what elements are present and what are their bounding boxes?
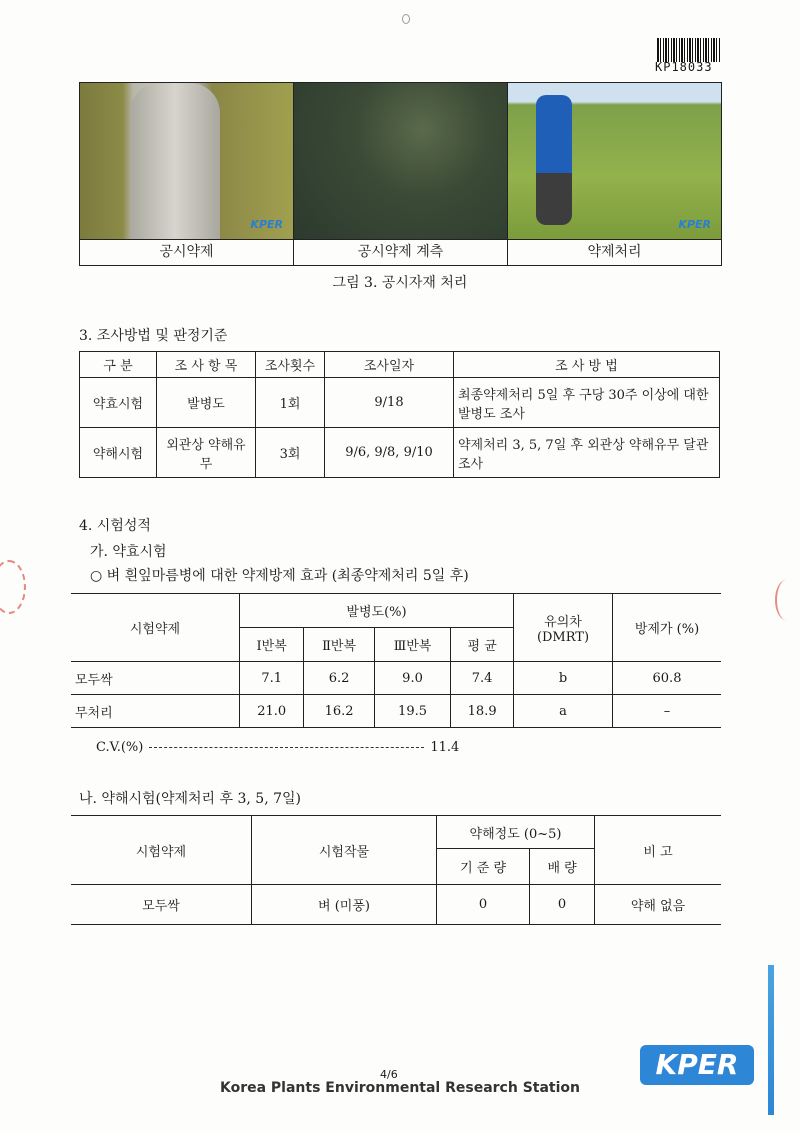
section-4-heading: 4. 시험성적: [79, 518, 151, 534]
cell: 9/6, 9/8, 9/10: [325, 428, 454, 478]
col-header: 방제가 (%): [613, 594, 722, 662]
col-header: 평 균: [451, 628, 514, 662]
cell: 9/18: [325, 378, 454, 428]
col-header: 조사일자: [325, 352, 454, 378]
cell: 7.4: [451, 662, 514, 695]
efficacy-note: ○ 벼 흰잎마름병에 대한 약제방제 효과 (최종약제처리 5일 후): [90, 568, 469, 584]
col-header: 구 분: [80, 352, 157, 378]
col-header: 시험약제: [71, 594, 240, 662]
photo-caption: 약제처리: [587, 244, 642, 260]
method-table: [79, 351, 720, 478]
col-header: 배 량: [530, 849, 595, 885]
cell: 7.1: [240, 662, 304, 695]
cell: 19.5: [374, 695, 450, 728]
cell: 1회: [256, 378, 325, 428]
photo-panel: [79, 82, 722, 266]
phytotoxicity-table: [71, 815, 721, 925]
subsection-a: 가. 약효시험: [90, 544, 167, 560]
col-header: 유의차 (DMRT): [514, 594, 613, 662]
organization-name: Korea Plants Environmental Research Station: [219, 1080, 580, 1096]
cell: 0: [437, 885, 530, 925]
kper-logo: KPER: [640, 1045, 754, 1085]
cell: 벼 (미풍): [252, 885, 437, 925]
col-header: 시험작물: [252, 816, 437, 885]
cell: 약해시험: [80, 428, 157, 478]
binding-mark: [775, 580, 797, 620]
col-header: Ⅰ반복: [240, 628, 304, 662]
cell: 외관상 약해유무: [157, 428, 256, 478]
col-header: Ⅱ반복: [304, 628, 374, 662]
col-header: 조사횟수: [256, 352, 325, 378]
cell: 최종약제처리 5일 후 구당 30주 이상에 대한 발병도 조사: [454, 378, 720, 428]
bottle-shape: [130, 83, 220, 239]
cell: 21.0: [240, 695, 304, 728]
photo-caption: 공시약제: [80, 240, 294, 265]
col-header: 조 사 항 목: [157, 352, 256, 378]
cell: 3회: [256, 428, 325, 478]
cv-value: 11.4: [430, 740, 460, 755]
photo-test-agent: [80, 83, 294, 239]
col-header: 기 준 량: [437, 849, 530, 885]
subsection-b: 나. 약해시험(약제처리 후 3, 5, 7일): [79, 791, 302, 807]
barcode: [657, 38, 720, 62]
person-spraying: [536, 95, 572, 225]
cell: 모두싹: [71, 662, 240, 695]
cell: 무처리: [71, 695, 240, 728]
binding-mark: [0, 560, 26, 614]
doc-code: KP18033: [655, 60, 713, 74]
section-3-heading: 3. 조사방법 및 판정기준: [79, 328, 228, 344]
cv-row: [96, 740, 459, 755]
cv-label: C.V.(%): [96, 740, 144, 755]
cv-leader: [149, 747, 424, 748]
col-header: 발병도(%): [240, 594, 514, 628]
cell: a: [514, 695, 613, 728]
col-header: 조 사 방 법: [454, 352, 720, 378]
figure-title: 그림 3. 공시자재 처리: [332, 275, 468, 291]
photo-measurement: [294, 83, 508, 239]
col-header: 약해정도 (0~5): [437, 816, 595, 849]
cell: 60.8: [613, 662, 722, 695]
efficacy-table: [71, 593, 721, 728]
col-header: 시험약제: [71, 816, 252, 885]
photo-watermark: KPER: [250, 218, 283, 231]
cell: 0: [530, 885, 595, 925]
cell: 약해 없음: [595, 885, 722, 925]
cell: –: [613, 695, 722, 728]
punch-hole: [402, 14, 410, 24]
cell: 약제처리 3, 5, 7일 후 외관상 약해유무 달관조사: [454, 428, 720, 478]
photo-watermark: KPER: [678, 218, 711, 231]
col-header: 비 고: [595, 816, 722, 885]
page-number: 4/6: [380, 1068, 398, 1081]
col-header: Ⅲ반복: [374, 628, 450, 662]
photo-caption: 공시약제 계측: [294, 240, 508, 265]
cell: 9.0: [374, 662, 450, 695]
cell: 모두싹: [71, 885, 252, 925]
cell: b: [514, 662, 613, 695]
cell: 6.2: [304, 662, 374, 695]
cell: 18.9: [451, 695, 514, 728]
cell: 약효시험: [80, 378, 157, 428]
cell: 16.2: [304, 695, 374, 728]
cell: 발병도: [157, 378, 256, 428]
photo-treatment: [508, 83, 721, 239]
